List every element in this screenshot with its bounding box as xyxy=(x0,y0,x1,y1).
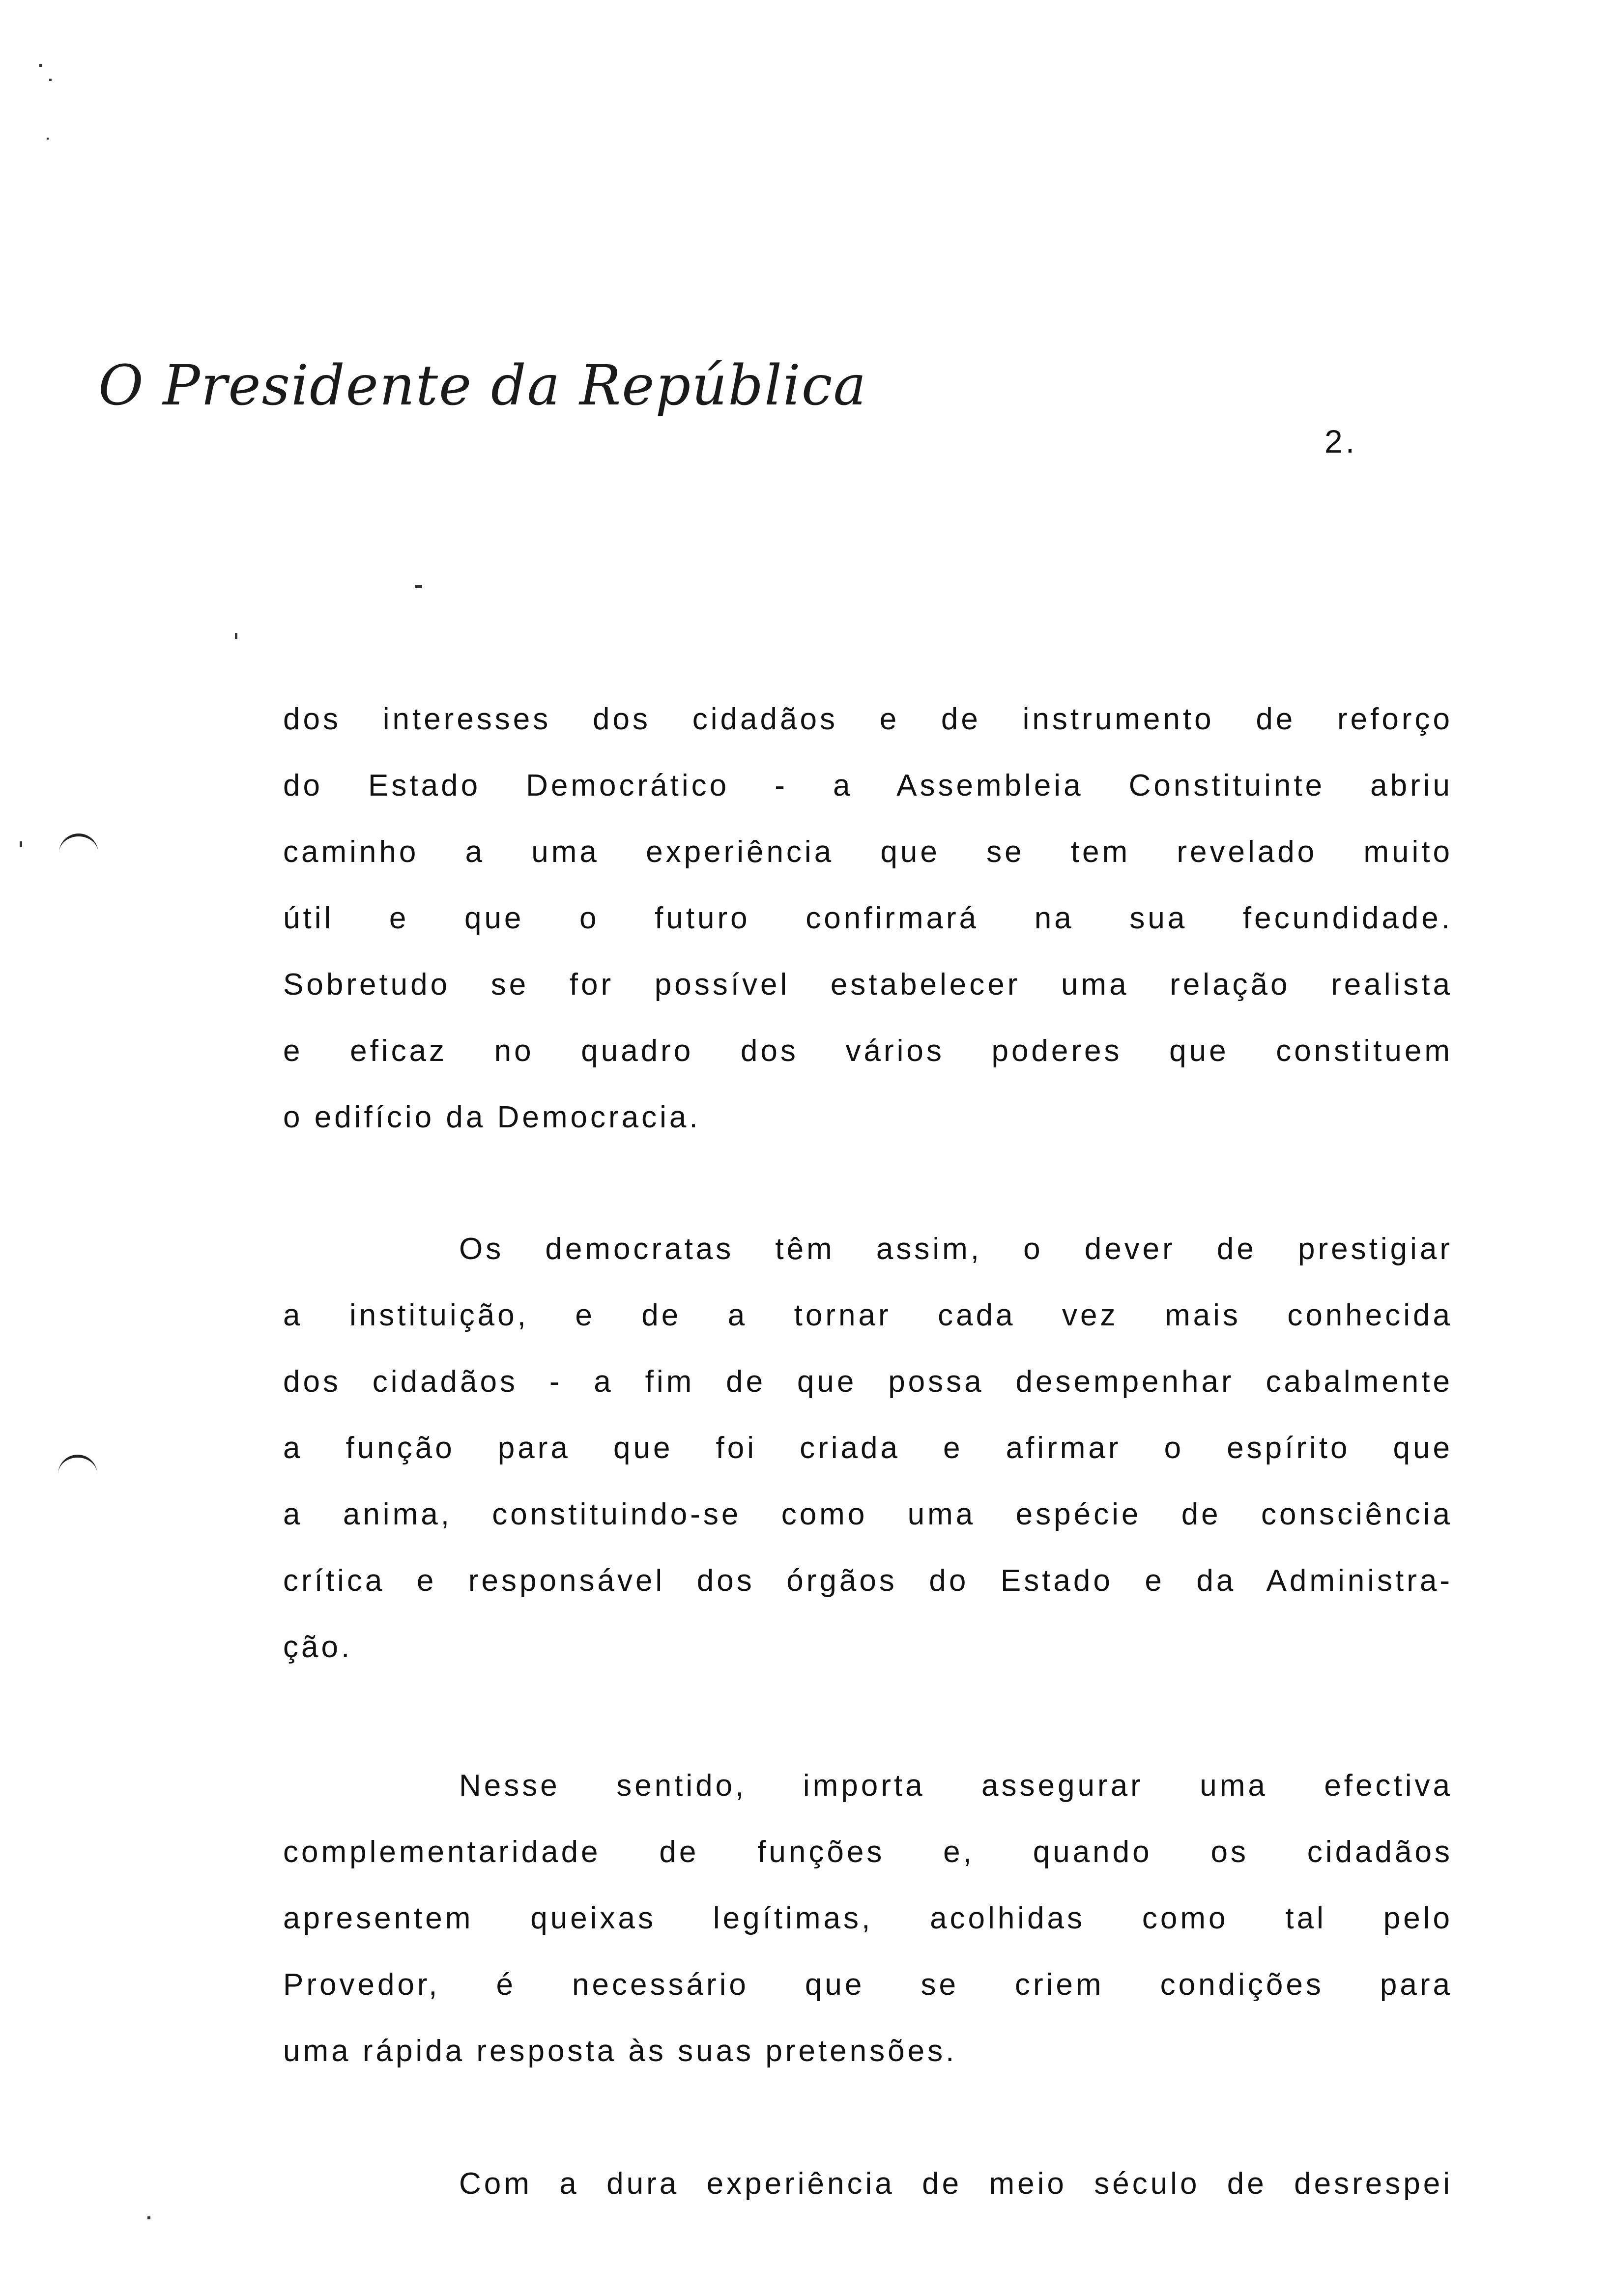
paragraph-1 xyxy=(283,686,1453,1150)
page-number: 2. xyxy=(1324,423,1358,459)
scan-speck xyxy=(20,841,22,847)
letterhead-script: O Presidente da República xyxy=(98,354,867,418)
text-line: apresentem queixas legítimas, acolhidas como tal pelo xyxy=(283,1901,1453,1935)
scan-speck xyxy=(39,64,42,67)
text-line: a instituição, e de a tornar cada vez mais conhecida xyxy=(283,1298,1453,1332)
scan-speck xyxy=(147,2216,150,2219)
text-line: uma rápida resposta às suas pretensões. xyxy=(283,2034,957,2068)
text-line: ção. xyxy=(283,1630,353,1664)
text-line: Sobretudo se for possível estabelecer uma relação realista xyxy=(283,968,1453,1002)
text-line: Nesse sentido, importa assegurar uma efectiva xyxy=(459,1769,1453,1803)
scan-speck xyxy=(47,138,49,140)
text-line: Com a dura experiência de meio século de desrespei xyxy=(459,2167,1453,2201)
text-line: Provedor, é necessário que se criem condições para xyxy=(283,1968,1453,2002)
paragraph-2 xyxy=(283,1216,1453,1680)
text-line: útil e que o futuro confirmará na sua fecundidade. xyxy=(283,901,1453,935)
text-line: a função para que foi criada e afirmar o espírito que xyxy=(283,1431,1453,1465)
text-line: dos cidadãos - a fim de que possa desempenhar cabalmente xyxy=(283,1365,1453,1399)
paragraph-3 xyxy=(283,1752,1453,2084)
text-line: e eficaz no quadro dos vários poderes que constituem xyxy=(283,1034,1453,1068)
text-line: Os democratas têm assim, o dever de prestigiar xyxy=(459,1232,1453,1266)
scan-speck xyxy=(235,633,237,639)
text-line: o edifício da Democracia. xyxy=(283,1100,701,1134)
hole-punch-arc xyxy=(58,1455,97,1477)
text-line: dos interesses dos cidadãos e de instrumento de reforço xyxy=(283,702,1453,736)
scan-speck xyxy=(415,585,422,588)
scan-speck xyxy=(49,79,52,81)
text-line: do Estado Democrático - a Assembleia Constituinte abriu xyxy=(283,769,1453,803)
text-line: crítica e responsável dos órgãos do Estado e da Administra- xyxy=(283,1564,1453,1598)
text-line: a anima, constituindo-se como uma espécie de consciência xyxy=(283,1497,1453,1531)
paragraph-4 xyxy=(283,2151,1453,2217)
text-line: complementaridade de funções e, quando os cidadãos xyxy=(283,1835,1453,1869)
hole-punch-arc xyxy=(59,833,98,856)
text-line: caminho a uma experiência que se tem revelado muito xyxy=(283,835,1453,869)
